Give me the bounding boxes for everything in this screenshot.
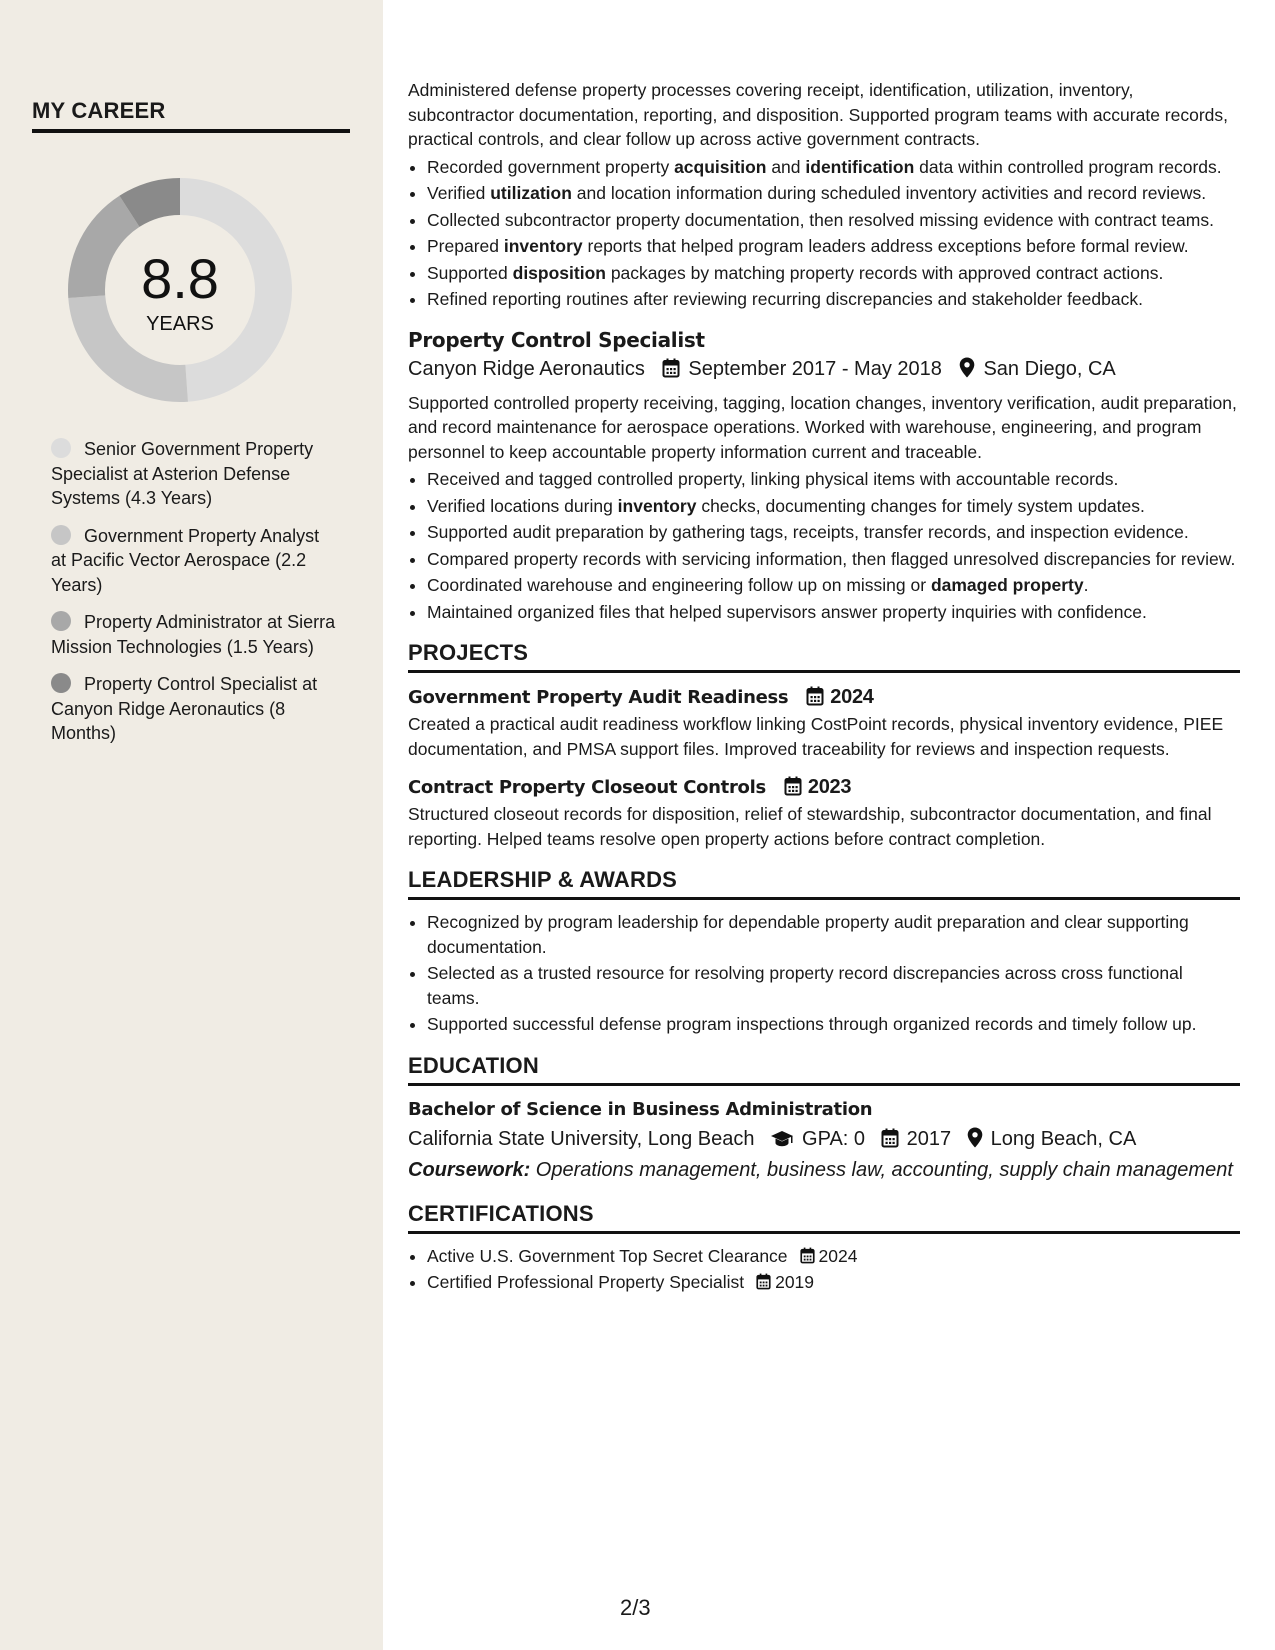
project-description: Created a practical audit readiness workflow linking CostPoint records, physical inventory evidence, PIEE documentation, and PMSA support files. Improved traceability for reviews and inspection requests. bbox=[408, 714, 1224, 759]
job-meta bbox=[408, 354, 1240, 384]
cert-year: 2024 bbox=[818, 1245, 858, 1266]
calendar-icon bbox=[881, 1128, 899, 1148]
job-dates: September 2017 - May 2018 bbox=[688, 357, 942, 380]
graduation-cap-icon bbox=[770, 1130, 794, 1148]
coursework bbox=[408, 1155, 1240, 1185]
list-item: • Compared property records with servicing information, then flagged unresolved discrepancies for review. bbox=[427, 547, 1240, 572]
graduation-year: 2017 bbox=[906, 1127, 952, 1150]
project-year: 2023 bbox=[807, 776, 852, 798]
coursework-text: Operations management, business law, accounting, supply chain management bbox=[530, 1158, 1233, 1181]
calendar-icon bbox=[800, 1247, 815, 1264]
job-summary: Administered defense property processes covering receipt, identification, utilization, inventory, subcontractor documentation, reporting, and disposition. Supported program teams with accurate records, practical controls, and clear follow up across active government contracts. bbox=[408, 80, 1229, 149]
project-description: Structured closeout records for disposition, relief of stewardship, subcontractor documentation, and final reporting. Helped teams resolve open property actions before contract completion. bbox=[408, 804, 1212, 849]
job-bullets bbox=[408, 155, 1240, 312]
project-year: 2024 bbox=[830, 686, 874, 708]
gpa: GPA: 0 bbox=[802, 1127, 866, 1150]
sidebar bbox=[0, 0, 383, 1650]
list-item bbox=[427, 1270, 1240, 1295]
legend-item bbox=[51, 437, 336, 511]
legend-item bbox=[51, 524, 336, 598]
calendar-icon bbox=[784, 776, 802, 796]
project-title-line bbox=[408, 683, 1240, 712]
list-item: • Selected as a trusted resource for resolving property record discrepancies across cross functional teams. bbox=[427, 961, 1240, 1010]
projects-heading: PROJECTS bbox=[408, 640, 1240, 673]
company-name: Canyon Ridge Aeronautics bbox=[408, 357, 645, 380]
map-pin-icon bbox=[959, 357, 975, 378]
calendar-icon bbox=[756, 1273, 771, 1290]
project-name: Contract Property Closeout Controls bbox=[408, 777, 766, 798]
list-item: • Coordinated warehouse and engineering follow up on missing or damaged property. bbox=[427, 573, 1240, 598]
cert-name: Certified Professional Property Specialist bbox=[427, 1272, 745, 1292]
cert-year: 2019 bbox=[775, 1272, 815, 1292]
list-item: • Maintained organized files that helped supervisors answer property inquiries with confidence. bbox=[427, 600, 1240, 625]
cert-name: Active U.S. Government Top Secret Clearance bbox=[427, 1245, 788, 1266]
list-item: • Recorded government property acquisition and identification data within controlled program records. bbox=[427, 155, 1240, 180]
list-item: • Recognized by program leadership for dependable property audit preparation and clear supporting documentation. bbox=[427, 910, 1240, 959]
degree-title: Bachelor of Science in Business Administration bbox=[408, 1098, 873, 1120]
page-number: 2/3 bbox=[620, 1595, 651, 1620]
legend-dot-icon bbox=[51, 673, 71, 693]
legend-text: Government Property Analyst at Pacific Vector Aerospace (2.2 Years) bbox=[51, 525, 320, 595]
calendar-icon bbox=[662, 358, 680, 378]
list-item: • Collected subcontractor property documentation, then resolved missing evidence with contract teams. bbox=[427, 208, 1240, 233]
legend-dot-icon bbox=[51, 438, 71, 458]
list-item: • Supported disposition packages by matching property records with approved contract actions. bbox=[427, 261, 1240, 286]
list-item: • Verified utilization and location information during scheduled inventory activities and record reviews. bbox=[427, 181, 1240, 206]
leadership-list bbox=[408, 910, 1240, 1037]
donut-svg bbox=[65, 175, 295, 405]
donut-segment-3 bbox=[68, 196, 139, 298]
career-heading: MY CAREER bbox=[32, 98, 350, 133]
list-item: • Received and tagged controlled property, linking physical items with accountable records. bbox=[427, 467, 1240, 492]
job-title: Property Control Specialist bbox=[408, 327, 705, 352]
donut-segment-2 bbox=[68, 295, 188, 402]
project-item bbox=[408, 773, 1240, 851]
school-name: California State University, Long Beach bbox=[408, 1127, 755, 1150]
coursework-label: Coursework: bbox=[408, 1158, 531, 1181]
calendar-icon bbox=[806, 686, 824, 706]
career-legend bbox=[51, 437, 336, 759]
career-donut-chart bbox=[65, 175, 295, 405]
certifications-list bbox=[408, 1244, 1240, 1295]
legend-item bbox=[51, 672, 336, 746]
donut-unit: YEARS bbox=[146, 313, 214, 335]
project-item bbox=[408, 683, 1240, 761]
legend-text: Property Control Specialist at Canyon Ridge Aeronautics (8 Months) bbox=[51, 674, 318, 743]
certifications-heading: CERTIFICATIONS bbox=[408, 1201, 1240, 1234]
job-location: San Diego, CA bbox=[983, 357, 1116, 380]
legend-dot-icon bbox=[51, 611, 71, 631]
legend-text: Senior Government Property Specialist at Asterion Defense Systems (4.3 Years) bbox=[51, 439, 314, 508]
leadership-heading: LEADERSHIP & AWARDS bbox=[408, 867, 1240, 900]
legend-item bbox=[51, 610, 336, 659]
school-location: Long Beach, CA bbox=[990, 1127, 1137, 1150]
list-item: • Supported successful defense program inspections through organized records and timely follow up. bbox=[427, 1012, 1240, 1037]
job-bullets bbox=[408, 467, 1240, 624]
list-item: • Supported audit preparation by gathering tags, receipts, transfer records, and inspection evidence. bbox=[427, 520, 1240, 545]
main-content bbox=[408, 78, 1240, 1297]
map-pin-icon bbox=[967, 1127, 983, 1148]
list-item: • Verified locations during inventory checks, documenting changes for timely system updates. bbox=[427, 494, 1240, 519]
education-heading: EDUCATION bbox=[408, 1053, 1240, 1086]
job-summary: Supported controlled property receiving, tagging, location changes, inventory verification, audit preparation, and record maintenance for aerospace operations. Worked with warehouse, engineering, and program personnel to keep accountable property information current and traceable. bbox=[408, 392, 1237, 462]
list-item: • Refined reporting routines after reviewing recurring discrepancies and stakeholder feedback. bbox=[427, 287, 1240, 312]
legend-dot-icon bbox=[51, 525, 71, 545]
education-meta bbox=[408, 1124, 1240, 1155]
list-item: • Prepared inventory reports that helped program leaders address exceptions before formal review. bbox=[427, 234, 1240, 259]
donut-value: 8.8 bbox=[141, 247, 219, 310]
project-title-line bbox=[408, 773, 1240, 802]
list-item bbox=[427, 1244, 1240, 1269]
project-name: Government Property Audit Readiness bbox=[408, 687, 789, 708]
legend-text: Property Administrator at Sierra Mission Technologies (1.5 Years) bbox=[51, 612, 336, 657]
